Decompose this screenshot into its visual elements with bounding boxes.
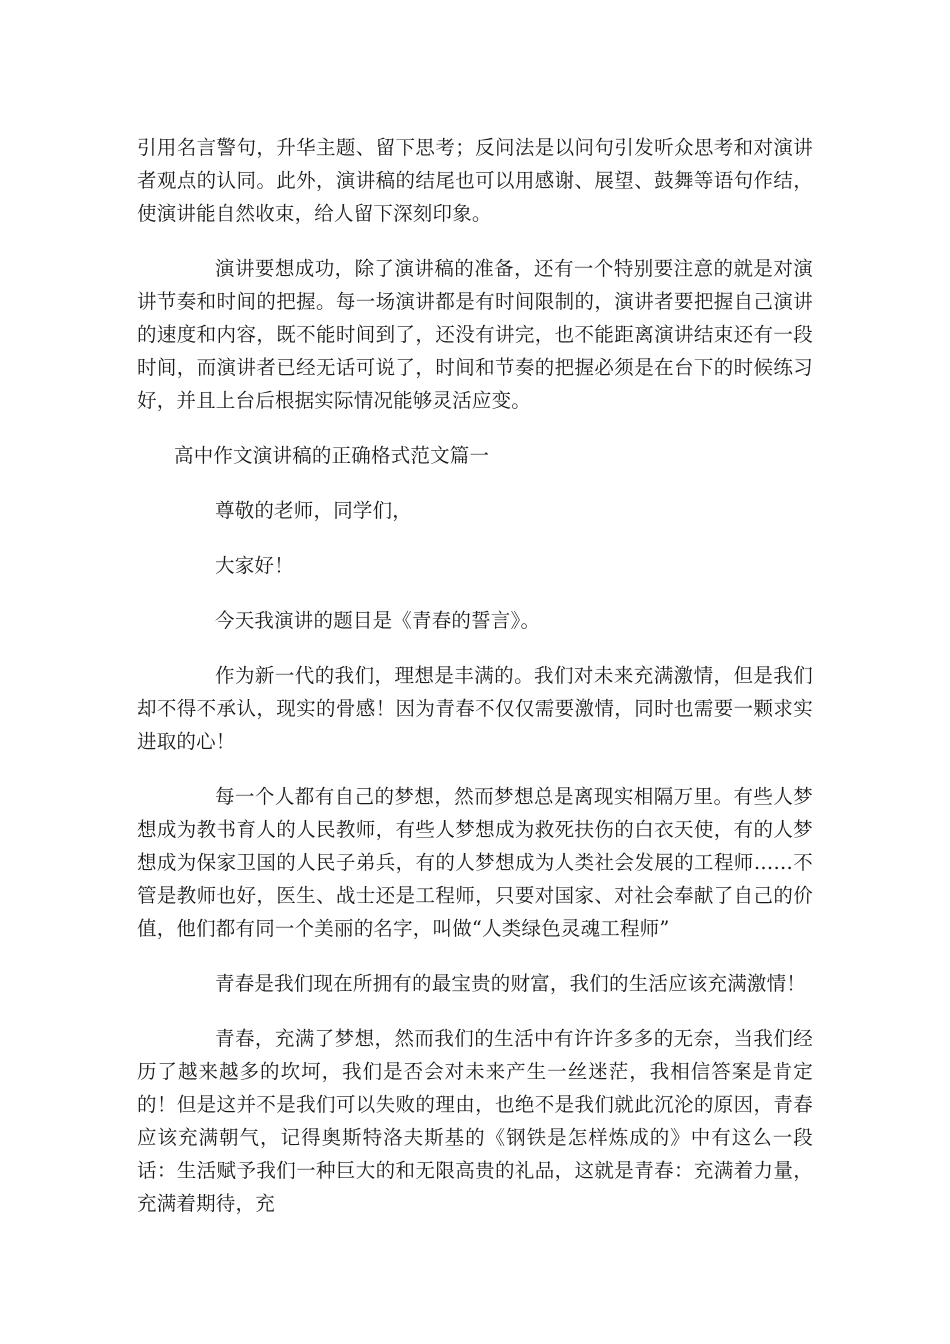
paragraph-youth-treasure: 青春是我们现在所拥有的最宝贵的财富，我们的生活应该充满激情！: [215, 972, 807, 995]
paragraph-timing-rhythm: 演讲要想成功，除了演讲稿的准备，还有一个特别要注意的就是对演讲节奏和时间的把握。每一场演讲都是有时间限制的，演讲者要把握自己演讲的速度和内容，既不能时间到了，还没有讲完，也不能距离演讲结束还有一段时间，而演讲者已经无话可说了，时间和节奏的把握必须是在台下的时候练习好，并且上台后根据实际情况能够灵活应变。: [137, 257, 813, 412]
document-page: [137, 131, 813, 1242]
paragraph-youth-dreams: 青春，充满了梦想，然而我们的生活中有许许多多的无奈，当我们经历了越来越多的坎坷，我们是否会对未来产生一丝迷茫，我相信答案是肯定的！但是这并不是我们可以失败的理由，也绝不是我们就此沉沦的原因，青春应该充满朝气，记得奥斯特洛夫斯基的《钢铁是怎样炼成的》中有这么一段话：生活赋予我们一种巨大的和无限高贵的礼品，这就是青春：充满着力量，充满着期待，充: [137, 1027, 813, 1215]
paragraph-greeting: 大家好！: [215, 554, 294, 577]
section-heading: 高中作文演讲稿的正确格式范文篇一: [174, 444, 490, 467]
paragraph-topic: 今天我演讲的题目是《青春的誓言》。: [215, 609, 541, 632]
paragraph-salutation: 尊敬的老师，同学们，: [215, 499, 413, 522]
paragraph-ideals: 作为新一代的我们，理想是丰满的。我们对未来充满激情，但是我们却不得不承认，现实的骨感！因为青春不仅仅需要激情，同时也需要一颗求实进取的心！: [137, 664, 813, 753]
paragraph-speech-ending: 引用名言警句，升华主题、留下思考；反问法是以问句引发听众思考和对演讲者观点的认同。此外，演讲稿的结尾也可以用感谢、展望、鼓舞等语句作结，使演讲能自然收束，给人留下深刻印象。: [137, 136, 813, 225]
paragraph-dreams: 每一个人都有自己的梦想，然而梦想总是离现实相隔万里。有些人梦想成为教书育人的人民教师，有些人梦想成为救死扶伤的白衣天使，有的人梦想成为保家卫国的人民子弟兵，有的人梦想成为人类社会发展的工程师……不管是教师也好，医生、战士还是工程师，只要对国家、对社会奉献了自己的价值，他们都有同一个美丽的名字，叫做“人类绿色灵魂工程师”: [137, 785, 813, 940]
